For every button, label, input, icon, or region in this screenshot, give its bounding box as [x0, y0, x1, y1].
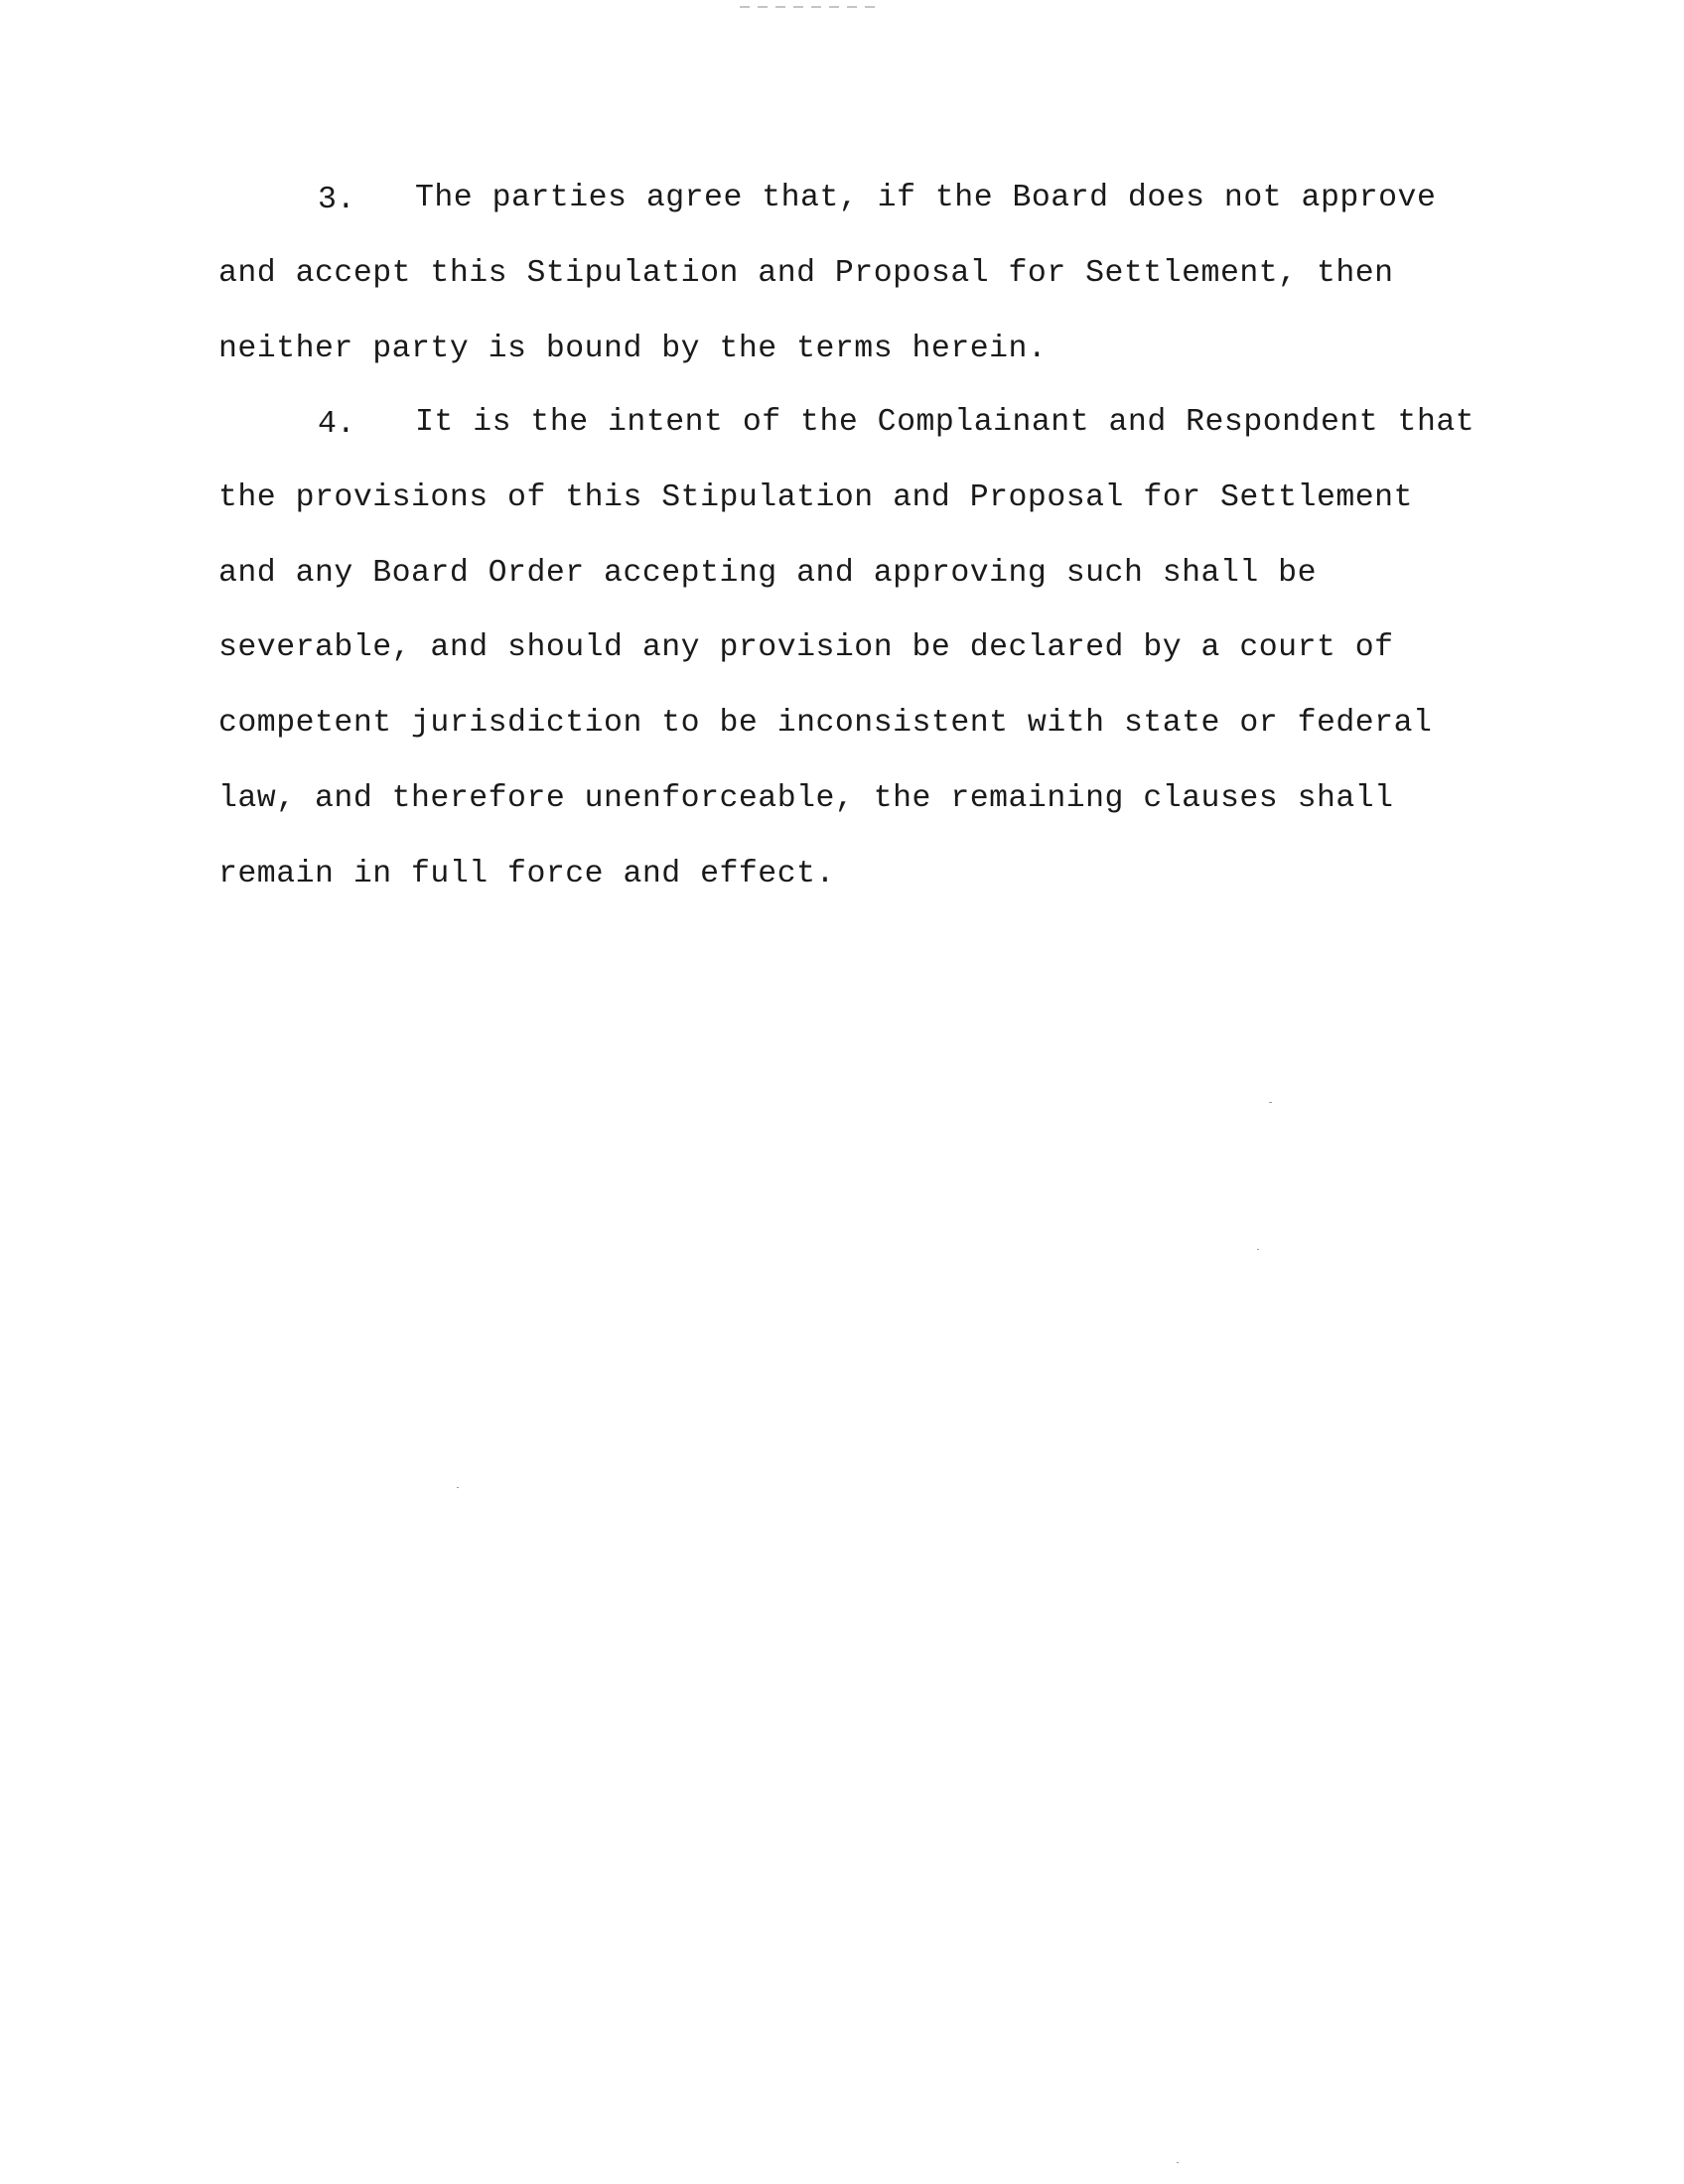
paragraph-line: The parties agree that, if the Board does not approve [415, 181, 1437, 215]
paragraph-line: It is the intent of the Complainant and Respondent that [415, 405, 1475, 440]
paragraph-line: the provisions of this Stipulation and Proposal for Settlement [218, 480, 1413, 515]
scan-speck [1269, 1102, 1272, 1103]
scan-artifact-top [740, 6, 879, 8]
paragraph-line: competent jurisdiction to be inconsistent with state or federal [218, 706, 1433, 741]
paragraph-line: law, and therefore unenforceable, the remaining clauses shall [218, 781, 1394, 816]
paragraph-line: remain in full force and effect. [218, 857, 835, 891]
paragraph-line: neither party is bound by the terms herein. [218, 332, 1048, 366]
paragraph-line: severable, and should any provision be declared by a court of [218, 630, 1394, 665]
paragraph-number: 3. [318, 183, 355, 217]
scan-speck [1257, 1249, 1259, 1250]
scan-speck [1177, 2162, 1179, 2163]
paragraph-number: 4. [318, 407, 355, 442]
paragraph-line: and any Board Order accepting and approving such shall be [218, 556, 1317, 591]
paragraph-line: and accept this Stipulation and Proposal for Settlement, then [218, 256, 1394, 291]
scan-speck [457, 1487, 459, 1488]
